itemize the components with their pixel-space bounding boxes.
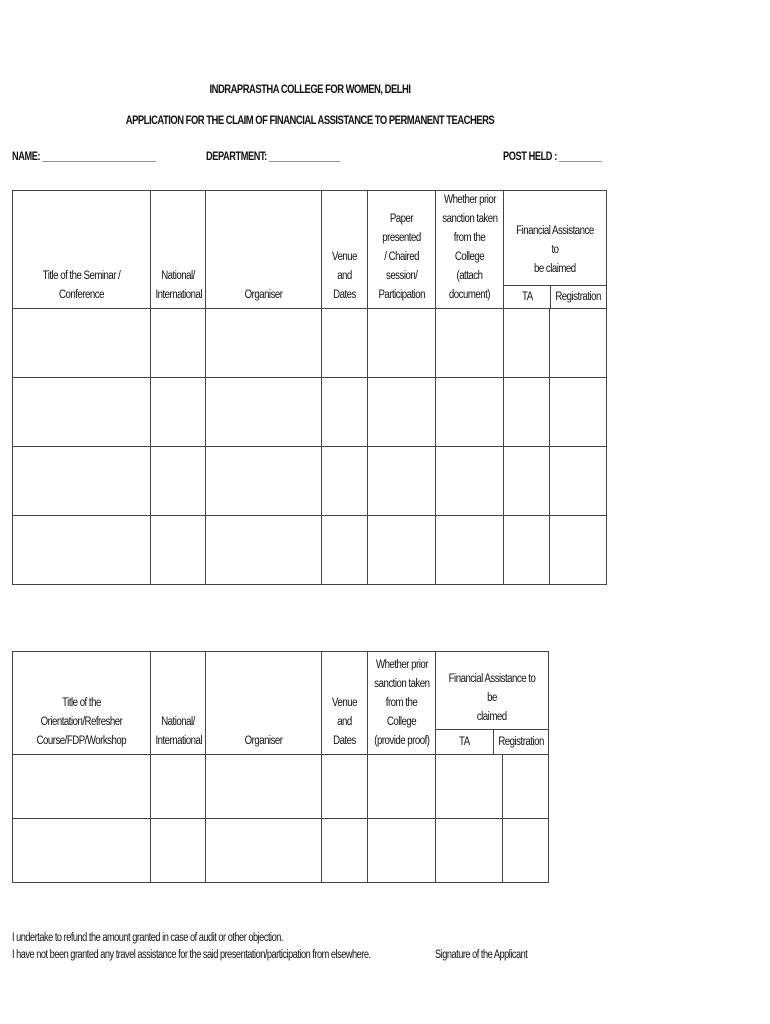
financial-assistance-header: Financial Assistance to be claimed TA Registration bbox=[504, 191, 607, 309]
post-held-field[interactable]: POST HELD : _________ bbox=[503, 151, 602, 163]
table-cell[interactable] bbox=[322, 309, 368, 378]
table-row bbox=[13, 378, 607, 447]
seminar-conference-table bbox=[12, 190, 607, 585]
venue-dates-header: Venue and Dates bbox=[322, 652, 368, 755]
table-cell[interactable] bbox=[322, 755, 368, 819]
table-cell[interactable] bbox=[436, 309, 504, 378]
table-row bbox=[13, 309, 607, 378]
table-cell[interactable] bbox=[151, 516, 206, 585]
table-cell[interactable] bbox=[368, 378, 436, 447]
table-cell[interactable] bbox=[550, 516, 607, 585]
table-cell[interactable] bbox=[13, 819, 151, 883]
table-cell[interactable] bbox=[436, 447, 504, 516]
table-cell[interactable] bbox=[368, 516, 436, 585]
table-cell[interactable] bbox=[206, 755, 322, 819]
registration-header: Registration bbox=[555, 291, 602, 303]
undertaking-text-1: I undertake to refund the amount granted in case of audit or other objection. bbox=[12, 932, 283, 944]
table-cell[interactable] bbox=[322, 378, 368, 447]
table-cell[interactable] bbox=[436, 378, 504, 447]
table-cell[interactable] bbox=[151, 309, 206, 378]
form-title: APPLICATION FOR THE CLAIM OF FINANCIAL ASSISTANCE TO PERMANENT TEACHERS bbox=[125, 115, 495, 127]
ta-header: TA bbox=[436, 730, 494, 754]
table-cell[interactable] bbox=[206, 819, 322, 883]
table-cell[interactable] bbox=[436, 516, 504, 585]
orientation-course-table bbox=[12, 651, 549, 883]
table-cell[interactable] bbox=[504, 447, 550, 516]
prior-sanction-header: Whether prior sanction taken from the College (attach document) bbox=[436, 191, 504, 309]
organiser-header: Organiser bbox=[206, 191, 322, 309]
table-cell[interactable] bbox=[436, 755, 503, 819]
table-cell[interactable] bbox=[368, 819, 436, 883]
table-row bbox=[13, 447, 607, 516]
national-international-header: National/ International bbox=[151, 652, 206, 755]
signature-label: Signature of the Applicant bbox=[435, 949, 528, 961]
table-cell[interactable] bbox=[322, 447, 368, 516]
table-cell[interactable] bbox=[151, 447, 206, 516]
table-cell[interactable] bbox=[504, 378, 550, 447]
table-cell[interactable] bbox=[13, 447, 151, 516]
table-cell[interactable] bbox=[368, 309, 436, 378]
table-cell[interactable] bbox=[368, 447, 436, 516]
table-cell[interactable] bbox=[13, 309, 151, 378]
table-cell[interactable] bbox=[13, 378, 151, 447]
ta-header: TA bbox=[504, 286, 551, 308]
table-cell[interactable] bbox=[206, 309, 322, 378]
table-cell[interactable] bbox=[322, 516, 368, 585]
table-cell[interactable] bbox=[436, 819, 503, 883]
table-cell[interactable] bbox=[151, 378, 206, 447]
table-row bbox=[13, 516, 607, 585]
venue-dates-header: Venue and Dates bbox=[322, 191, 368, 309]
prior-sanction-header: Whether prior sanction taken from the College (provide proof) bbox=[368, 652, 436, 755]
table-cell[interactable] bbox=[206, 447, 322, 516]
paper-presented-header: Paper presented / Chaired session/ Participation bbox=[368, 191, 436, 309]
national-international-header: National/ International bbox=[151, 191, 206, 309]
orientation-title-header: Title of the Orientation/Refresher Course/FDP/Workshop bbox=[13, 652, 151, 755]
table-row bbox=[13, 755, 549, 819]
college-name: INDRAPRASTHA COLLEGE FOR WOMEN, DELHI bbox=[209, 84, 411, 96]
table-cell[interactable] bbox=[151, 819, 206, 883]
table-cell[interactable] bbox=[206, 516, 322, 585]
table-cell[interactable] bbox=[504, 309, 550, 378]
table-cell[interactable] bbox=[550, 378, 607, 447]
table-cell[interactable] bbox=[550, 309, 607, 378]
table-cell[interactable] bbox=[550, 447, 607, 516]
table-cell[interactable] bbox=[322, 819, 368, 883]
name-field[interactable]: NAME: ________________________ bbox=[12, 151, 156, 163]
table-cell[interactable] bbox=[503, 755, 549, 819]
table-cell[interactable] bbox=[13, 516, 151, 585]
organiser-header: Organiser bbox=[206, 652, 322, 755]
table-cell[interactable] bbox=[206, 378, 322, 447]
table-cell[interactable] bbox=[503, 819, 549, 883]
table-cell[interactable] bbox=[368, 755, 436, 819]
registration-header: Registration bbox=[498, 736, 544, 748]
department-field[interactable]: DEPARTMENT: _______________ bbox=[206, 151, 340, 163]
financial-assistance-header: Financial Assistance to be claimed TA Registration bbox=[436, 652, 549, 755]
table-cell[interactable] bbox=[504, 516, 550, 585]
table-cell[interactable] bbox=[13, 755, 151, 819]
table-cell[interactable] bbox=[151, 755, 206, 819]
seminar-title-header: Title of the Seminar / Conference bbox=[13, 191, 151, 309]
table-row bbox=[13, 819, 549, 883]
undertaking-text-2: I have not been granted any travel assistance for the said presentation/participation from elsewhere. bbox=[12, 949, 371, 961]
